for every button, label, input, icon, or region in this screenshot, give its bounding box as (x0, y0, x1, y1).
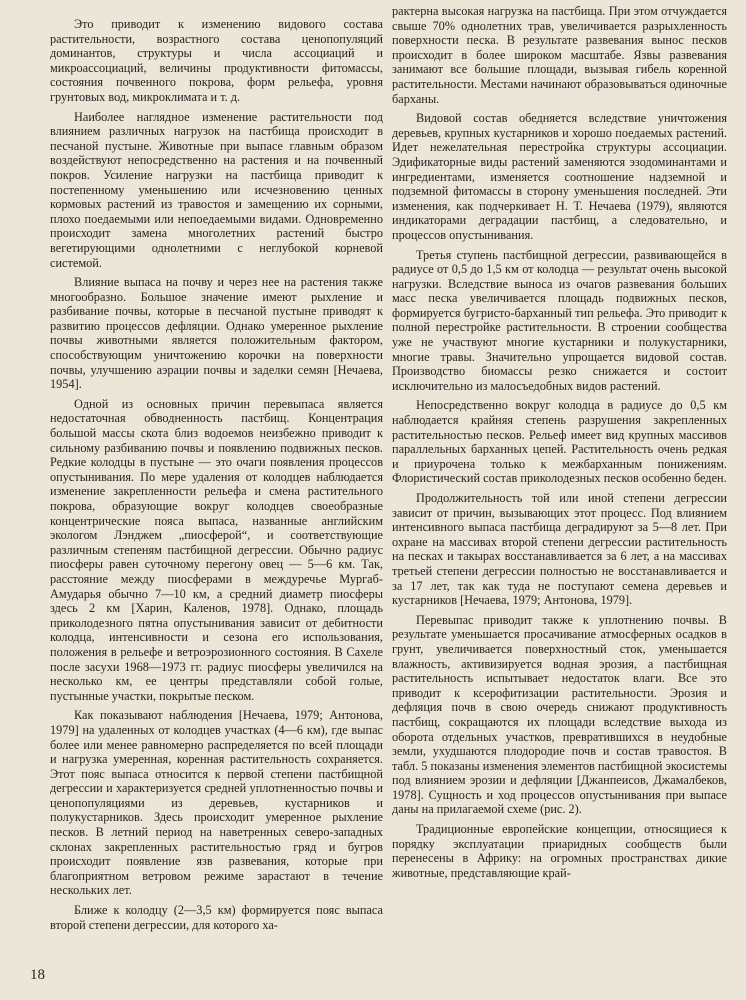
paragraph: Третья ступень пастбищной дегрессии, развивающейся в радиусе от 0,5 до 1,5 км от колодца — результат очень высокой нагрузки. Вследствие выноса из очагов развевания больших масс песка увеличивается площадь подвижных песков, формируется бугристо-барханный тип рельефа. Это приводит к полной перестройке растительности. В строении сообщества уже не участвуют многие кустарники и полукустарники, многие травы. Значительно упрощается видовой состав. Производство биомассы резко снижается и состоит исключительно из малосъедобных видов растений. (392, 247, 727, 393)
paragraph: Наиболее наглядное изменение растительности под влиянием различных нагрузок на пастбища происходит в песчаной пустыне. Животные при выпасе главным образом воздействуют непосредственно на растения и на почвенный покров. Усиление нагрузки на пастбища приводит к постепенному уменьшению или исчезновению ценных кормовых растений из травостоя и замещению их сорными, плохо поедаемыми или непоедаемыми видами. Одновременно происходит замена многолетних растений быстро вегетирующими однолетними с неглубокой корневой системой. (50, 109, 383, 270)
paragraph: Ближе к колодцу (2—3,5 км) формируется пояс выпаса второй степени дегрессии, для которого ха- (50, 903, 383, 932)
paragraph: Продолжительность той или иной степени дегрессии зависит от причин, вызывающих этот процесс. Под влиянием интенсивного выпаса пастбища деградируют за 5—8 лет. При охране на массивах второй степени дегрессии растительность на песках и такырах восстанавливается за 6 лет, а на массивах третьей степени дегрессии полностью не восстанавливается и за 17 лет, так как туда не поступают семена деревьев и кустарников [Нечаева, 1979; Антонова, 1979]. (392, 491, 727, 608)
paragraph: Непосредственно вокруг колодца в радиусе до 0,5 км наблюдается крайняя степень разрушения закрепленных растительностью песков. Рельеф имеет вид крупных массивов параллельных барханных цепей. Растительность очень редкая и приурочена только к межбарханным понижениям. Флористический состав приколодезных песков особенно беден. (392, 398, 727, 486)
paragraph: рактерна высокая нагрузка на пастбища. При этом отчуждается свыше 70% однолетних трав, увеличивается разрыхленность поверхности песка. В результате развевания вынос песков происходит в более широком масштабе. Язвы развевания занимают все большие площади, вызывая гибель коренной растительности. Местами начинают образовываться одиночные барханы. (392, 4, 727, 106)
page-number: 18 (30, 967, 45, 983)
paragraph: Видовой состав обедняется вследствие уничтожения деревьев, крупных кустарников и хорошо поедаемых растений. Идет нежелательная перестройка структуры ассоциации. Эдификаторные виды растений заменяются эзодоминантами и ингредиентами, изменяется соотношение надземной и подземной фитомассы в сторону уменьшения последней. Эти изменения, как подчеркивает Н. Т. Нечаева (1979), являются индикаторами деградации пастбищ, а следовательно, и процессов опустынивания. (392, 111, 727, 242)
paragraph: Перевыпас приводит также к уплотнению почвы. В результате уменьшается просачивание атмосферных осадков в грунт, увеличивается поверхностный сток, уменьшается влажность, активизируется водная эрозия, а пастбищная растительность испытывает недостаток влаги. Все это приводит к ксерофитизации растительности. Эрозия и дефляция почв в свою очередь снижают продуктивность пастбищ, сокращаются их площади вследствие выхода из оборота отдельных участков, превратившихся в неудобные земли, ухудшаются плодородие почв и состав травостоя. В табл. 5 показаны изменения элементов пастбищной экосистемы под влиянием эрозии и дефляции [Джанпеисов, Джамалбеков, 1978]. Сущность и ход процессов опустынивания при выпасе даны на прилагаемой схеме (рис. 2). (392, 612, 727, 817)
paragraph: Традиционные европейские концепции, относящиеся к порядку эксплуатации приаридных сообществ были перенесены в Африку: на огромных пространствах дикие животные, представляющие край- (392, 822, 727, 880)
paragraph: Как показывают наблюдения [Нечаева, 1979; Антонова, 1979] на удаленных от колодцев участках (4—6 км), где выпас более или менее равномерно распределяется по всей площади и нагрузка умеренная, коренная растительность сохраняется. Этот пояс выпаса относится к первой степени пастбищной дегрессии и характеризуется средней уплотненностью почвы и ценопопуляциями из деревьев, кустарников и полукустарников. Здесь происходит умеренное рыхление песков. В летний период на наветренных северо-западных склонах закрепленных растительностью гряд и бугров происходит появление язв развевания, которые при благоприятном ветровом режиме зарастают в течение нескольких лет. (50, 708, 383, 898)
paragraph: Это приводит к изменению видового состава растительности, возрастного состава ценопопуляций доминантов, структуры и числа ассоциаций и микроассоциаций, величины продуктивности фитомассы, состояния почвенного покрова, форм рельефа, уровня грунтовых вод, микроклимата и т. д. (50, 17, 383, 104)
paragraph: Одной из основных причин перевыпаса является недостаточная обводненность пастбищ. Концентрация большой массы скота близ водоемов неизбежно приводит к сильному разбиванию почвы и появлению подвижных песков. Редкие колодцы в пустыне — это очаги появления процессов опустынивания. По мере удаления от колодцев наблюдается изменение закрепленности рельефа и смена растительного покрова, образующие вокруг колодцев своеобразные концентрические пояса выпаса, названные английским экологом Лэнджем „пиосферой“, и соответствующие различным степеням пастбищной дегрессии. Обычно радиус пиосферы равен суточному перегону овец — 5—6 км. Так, расстояние между пиосферами в междуречье Мургаб-Амударья обычно 7—10 км, а средний диаметр пиосферы здесь 2 км [Харин, Каленов, 1978]. Однако, площадь приколодезного пятна опустынивания зависит от дебитности колодца, интенсивности и сезона его использования, положения в рельефе и ветроэрозионного состояния. В Сахеле после засухи 1968—1973 гг. радиус пиосферы увеличился на несколько км, ее центры представляли собой голые, пустынные участки, покрытые песком. (50, 396, 383, 703)
left-column (50, 17, 383, 937)
right-column (392, 4, 727, 885)
paragraph: Влияние выпаса на почву и через нее на растения также многообразно. Большое значение имеют рыхление и разбивание почвы, которые в песчаной пустыне приводят к развитию процессов дефляции. Однако умеренное рыхление почвы животными является положительным фактором, способствующим уничтожению корочки на поверхности почвы, улучшению аэрации почвы и заделки семян [Нечаева, 1954]. (50, 275, 383, 392)
